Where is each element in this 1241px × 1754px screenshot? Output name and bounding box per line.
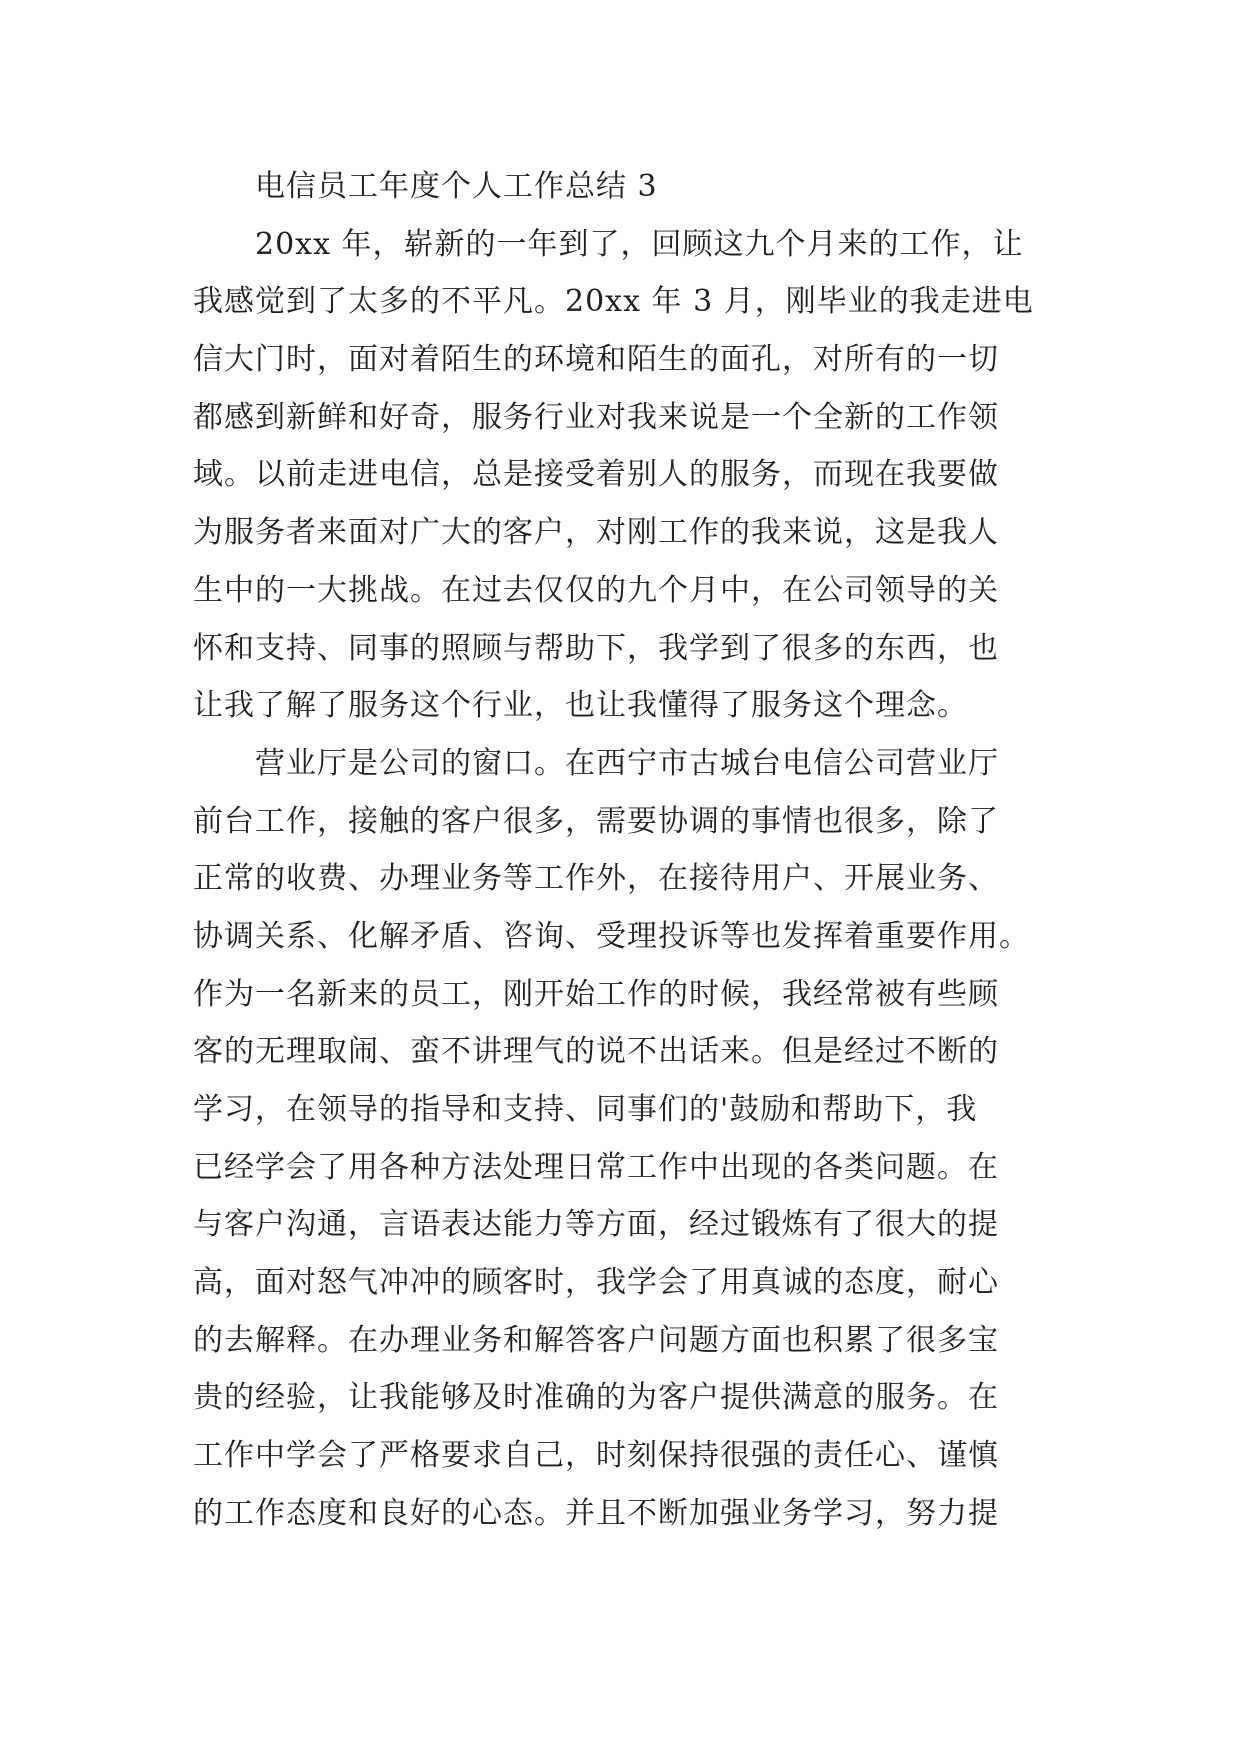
paragraph-2: [193, 735, 1073, 1543]
paragraph-line: 域。以前走进电信，总是接受着别人的服务，而现在我要做: [193, 457, 999, 493]
paragraph-line: 的去解释。在办理业务和解答客户问题方面也积累了很多宝: [193, 1322, 999, 1358]
paragraph-line: 协调关系、化解矛盾、咨询、受理投诉等也发挥着重要作用。: [193, 918, 1030, 954]
paragraph-line: 学习，在领导的指导和支持、同事们的'鼓励和帮助下，我: [193, 1092, 978, 1127]
paragraph-line: 的工作态度和良好的心态。并且不断加强业务学习，努力提: [193, 1495, 999, 1531]
paragraph-line: 客的无理取闹、蛮不讲理气的说不出话来。但是经过不断的: [193, 1034, 999, 1070]
paragraph-line: 让我了解了服务这个行业，也让我懂得了服务这个理念。: [193, 688, 968, 724]
paragraph-line: 营业厅是公司的窗口。在西宁市古城台电信公司营业厅: [255, 745, 999, 781]
paragraph-line: 我感觉到了太多的不平凡。20xx 年 3 月，刚毕业的我走进电: [193, 284, 1034, 320]
paragraph-line: 信大门时，面对着陌生的环境和陌生的面孔，对所有的一切: [193, 342, 999, 378]
paragraph-line: 已经学会了用各种方法处理日常工作中出现的各类问题。在: [193, 1149, 999, 1185]
paragraph-line: 为服务者来面对广大的客户，对刚工作的我来说，这是我人: [193, 515, 999, 551]
paragraph-line: 与客户沟通，言语表达能力等方面，经过锻炼有了很大的提: [193, 1207, 999, 1243]
paragraph-line: 20xx 年，崭新的一年到了，回顾这九个月来的工作，让: [255, 226, 1024, 262]
paragraph-line: 作为一名新来的员工，刚开始工作的时候，我经常被有些顾: [193, 976, 999, 1012]
paragraph-line: 贵的经验，让我能够及时准确的为客户提供满意的服务。在: [193, 1380, 999, 1416]
paragraph-line: 前台工作，接触的客户很多，需要协调的事情也很多，除了: [193, 803, 999, 839]
paragraph-line: 怀和支持、同事的照顾与帮助下，我学到了很多的东西，也: [193, 630, 999, 666]
paragraph-line: 生中的一大挑战。在过去仅仅的九个月中，在公司领导的关: [193, 572, 999, 608]
paragraph-1: [193, 216, 1073, 735]
paragraph-line: 都感到新鲜和好奇，服务行业对我来说是一个全新的工作领: [193, 399, 999, 435]
paragraph-line: 正常的收费、办理业务等工作外，在接待用户、开展业务、: [193, 861, 999, 897]
document-body: [193, 158, 1073, 1543]
paragraph-line: 高，面对怒气冲冲的顾客时，我学会了用真诚的态度，耐心: [193, 1265, 999, 1301]
document-title: 电信员工年度个人工作总结 3: [255, 169, 658, 204]
paragraph-line: 工作中学会了严格要求自己，时刻保持很强的责任心、谨慎: [193, 1438, 999, 1474]
